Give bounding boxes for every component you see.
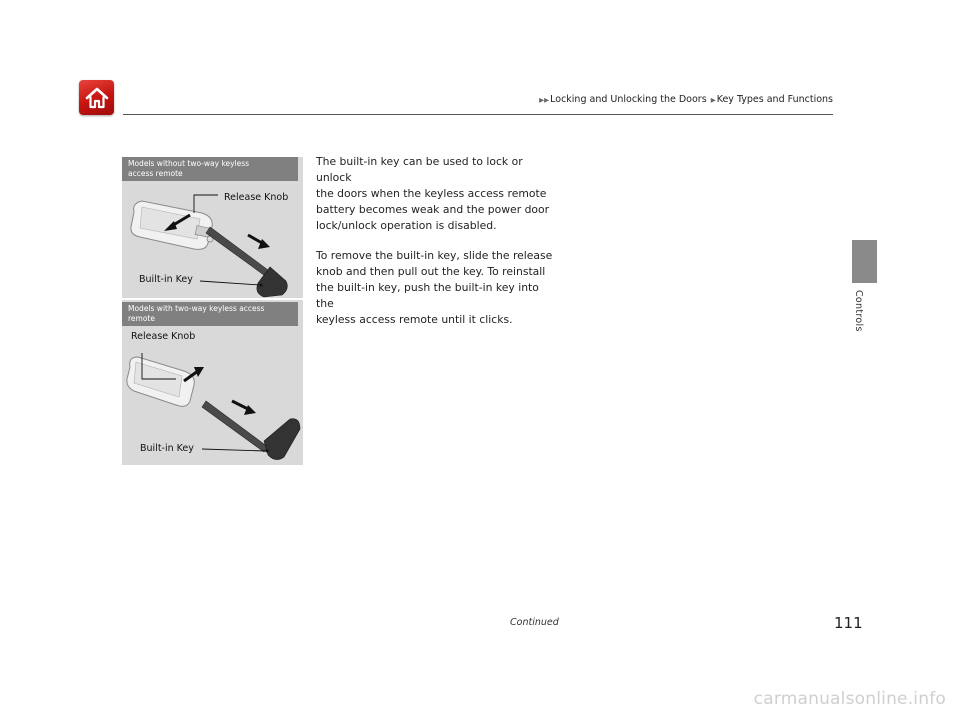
breadcrumb [538,94,833,105]
body-text [316,154,556,342]
arrow-pull-key-bottom [232,401,248,409]
figure-caption-top: Models without two-way keyless access remote [122,157,298,181]
paragraph-usage: The built-in key can be used to lock or unlock the doors when the keyless access remote battery becomes weak and the power door lock/unlock operation is disabled. [316,155,550,232]
figure-divider [122,298,303,300]
home-icon [84,86,110,110]
callout-release-knob-bottom: Release Knob [131,331,196,342]
builtin-key-top-image [206,227,287,297]
arrow-pull-key-top [248,235,262,243]
breadcrumb-item-key-types[interactable]: Key Types and Functions [716,94,833,105]
key-figure [122,157,303,465]
page-number: 111 [834,614,863,632]
callout-builtin-key-bottom: Built-in Key [140,443,194,454]
continued-label: Continued [510,617,559,628]
section-label: Controls [853,290,864,332]
home-button[interactable] [79,80,114,115]
callout-builtin-key-top: Built-in Key [139,274,193,285]
breadcrumb-item-locking[interactable]: Locking and Unlocking the Doors [550,94,707,105]
remote-bottom-image [127,357,194,406]
section-tab[interactable] [852,240,877,283]
figure-caption-bottom: Models with two-way keyless access remote [122,302,298,326]
breadcrumb-arrow-icon: ▶ [710,96,716,104]
header-rule [123,114,833,115]
paragraph-remove-reinstall: To remove the built-in key, slide the release knob and then pull out the key. To reinstall the built-in key, push the built-in key into the keyless access remote until it clicks. [316,249,553,326]
breadcrumb-arrow-icon: ▶▶ [539,96,550,104]
callout-release-knob-top: Release Knob [224,192,289,203]
watermark: carmanualsonline.info [753,689,946,709]
